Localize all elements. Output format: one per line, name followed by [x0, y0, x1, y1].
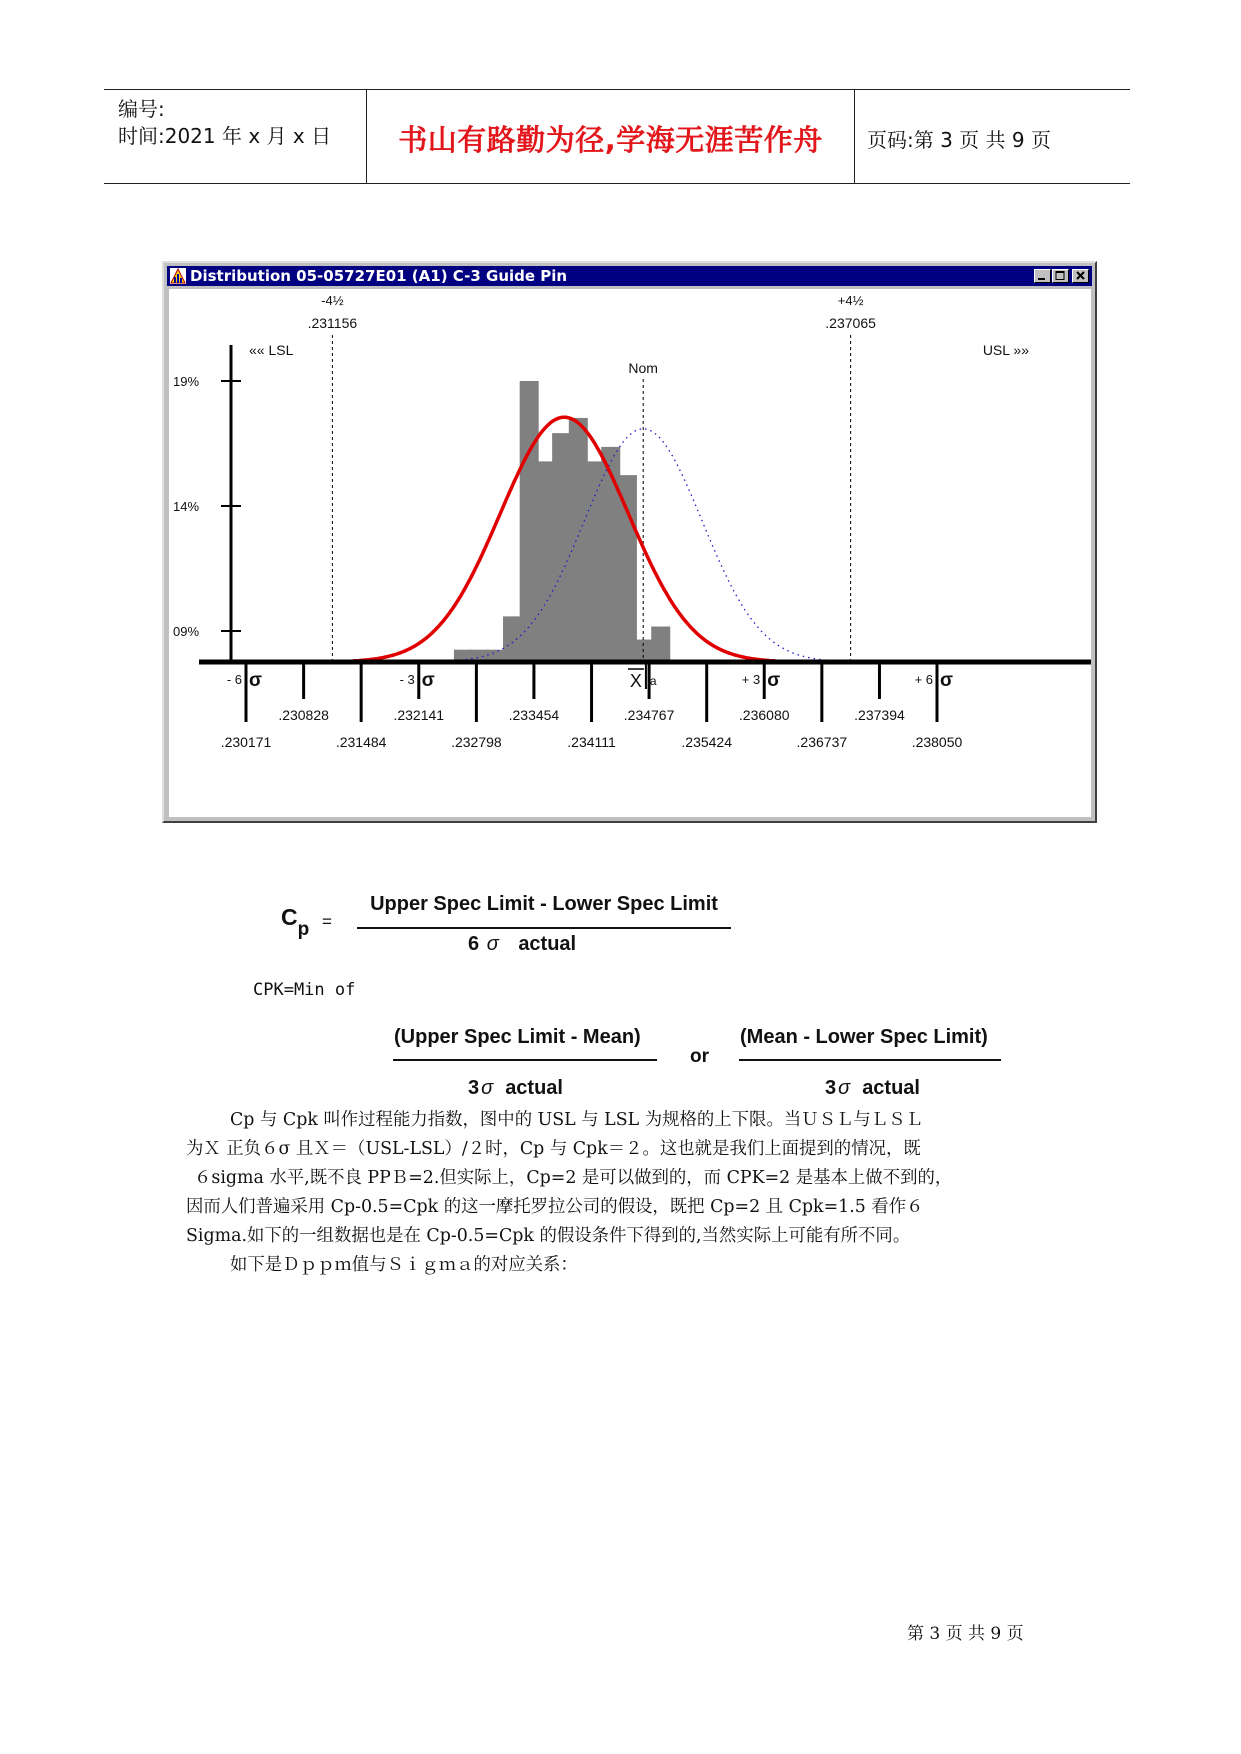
cpk-lower-denominator [825, 1077, 920, 1100]
cpk-upper-fraction-bar [393, 1059, 657, 1061]
cp-fraction-bar [357, 927, 731, 929]
histogram-bar [601, 447, 620, 662]
document-date-label: 时间:2021 年 x 月 x 日 [118, 124, 332, 148]
cp-symbol: $C_p$ [281, 904, 310, 940]
cp-denominator-text: actual [518, 933, 577, 955]
cpk-lower-sigma-glyph: σ [838, 1077, 851, 1099]
x-tick-label-upper: .236080 [738, 707, 790, 723]
paragraph-line-2: 为Ｘ 正负６σ 且Ｘ＝（USL-LSL）/２时，Cp 与 Cpk＝２。这也就是我们上面提到的情况，既 [186, 1139, 921, 1159]
sigma-mark-symbol: σ [940, 670, 953, 691]
document-header [104, 89, 1130, 184]
cpk-label: CPK=Min of [253, 980, 356, 1000]
paragraph-line-6: 如下是Ｄｐｐｍ值与Ｓｉｇｍａ的对应关系： [230, 1255, 578, 1275]
x-tick-label-upper: .234767 [623, 707, 675, 723]
paragraph-line-4: 因而人们普遍采用 Cp-0.5=Cpk 的这一摩托罗拉公司的假设，既把 Cp=2 且 Cpk=1.5 看作６ [186, 1197, 924, 1217]
histogram-app-icon [170, 268, 186, 284]
sigma-mark-label: + 6 [914, 672, 933, 687]
histogram-bar [569, 418, 588, 662]
cpk-upper-denominator [468, 1077, 563, 1100]
cpk-lower-numerator: (Mean - Lower Spec Limit) [740, 1026, 988, 1048]
paragraph-line-1: Cp 与 Cpk 叫作过程能力指数，图中的 USL 与 LSL 为规格的上下限。当ＵＳＬ与ＬＳＬ [230, 1110, 923, 1130]
sigma-mark-symbol: σ [421, 670, 435, 691]
document-number-label: 编号: [118, 97, 165, 121]
sigma-mark-label: + 3 [741, 672, 761, 687]
cpk-lower-denominator-text: actual [862, 1077, 920, 1099]
histogram-bar [535, 461, 554, 662]
or-word: or [690, 1046, 709, 1067]
maximize-icon [1053, 270, 1068, 282]
mean-xbar-symbol: X [629, 671, 642, 691]
histogram-bar [618, 475, 637, 662]
x-tick-label-lower: .231484 [335, 734, 387, 750]
header-motto-cell [367, 90, 855, 183]
x-tick-label-lower: .238050 [911, 734, 963, 750]
x-tick-label-upper: .237394 [854, 707, 905, 723]
maximize-button[interactable] [1052, 269, 1069, 283]
cp-equals: = [322, 912, 332, 931]
spec-limit-value-label: .237065 [825, 315, 876, 331]
x-tick-label-upper: .233454 [508, 707, 560, 723]
x-tick-label-lower: .232798 [451, 734, 502, 750]
y-tick-label: 19% [173, 374, 200, 389]
paragraph-line-5: Sigma.如下的一组数据也是在 Cp-0.5=Cpk 的假设条件下得到的,当然实际上可能有所不同。 [186, 1226, 911, 1246]
spec-limit-sigma-label: -4½ [321, 293, 344, 308]
sigma-mark-symbol: σ [249, 670, 262, 691]
sigma-mark-label: - 3 [399, 672, 415, 687]
sigma-mark-symbol: σ [767, 670, 781, 691]
x-tick-label-upper: .230828 [278, 707, 329, 723]
page-footer: 第 3 页 共 9 页 [907, 1624, 1024, 1644]
header-page-cell [855, 90, 1130, 183]
header-page-label: 页码:第 3 页 共 9 页 [867, 128, 1051, 152]
cp-denominator [468, 933, 576, 956]
y-tick-label: 09% [173, 624, 200, 639]
histogram-bar [503, 616, 522, 662]
x-tick-label-upper: .232141 [393, 707, 445, 723]
histogram-bar [552, 433, 571, 662]
cpk-upper-denominator-number: 3 [468, 1077, 480, 1099]
close-icon [1073, 270, 1088, 282]
distribution-plot-area [169, 289, 1091, 817]
distribution-window [162, 261, 1097, 823]
y-tick-label: 14% [173, 499, 200, 514]
minimize-button[interactable] [1034, 269, 1051, 283]
x-tick-label-lower: .235424 [681, 734, 733, 750]
window-titlebar[interactable] [167, 266, 1092, 286]
nominal-label: Nom [628, 360, 658, 376]
spec-limit-value-label: .231156 [307, 315, 358, 331]
cpk-upper-sigma-glyph: σ [481, 1077, 494, 1099]
cpk-lower-fraction-bar [739, 1059, 1001, 1061]
header-info-cell [104, 90, 367, 183]
spec-limit-sigma-label: +4½ [837, 293, 864, 308]
x-tick-label-lower: .230171 [220, 734, 272, 750]
histogram-bar [635, 640, 654, 662]
distribution-chart [169, 289, 1091, 817]
mean-xbar-subscript: a [649, 674, 657, 688]
sigma-mark-label: - 6 [226, 672, 242, 687]
cp-numerator: Upper Spec Limit - Lower Spec Limit [370, 893, 718, 915]
cp-sigma-glyph: σ [486, 933, 499, 955]
close-button[interactable] [1072, 269, 1089, 283]
header-motto: 书山有路勤为径,学海无涯苦作舟 [398, 123, 823, 157]
window-title: Distribution 05-05727E01 (A1) C-3 Guide Pin [190, 267, 568, 285]
paragraph-line-3: ６sigma 水平,既不良 PPＢ=2.但实际上，Cp=2 是可以做到的，而 CPK=2 是基本上做不到的， [194, 1168, 953, 1188]
cpk-upper-numerator: (Upper Spec Limit - Mean) [394, 1026, 641, 1048]
lsl-label: «« LSL [249, 342, 294, 358]
cpk-upper-denominator-text: actual [505, 1077, 563, 1099]
cpk-lower-denominator-number: 3 [825, 1077, 837, 1099]
minimize-icon [1035, 270, 1050, 282]
cp-subscript: p [297, 918, 310, 940]
x-tick-label-lower: .236737 [796, 734, 848, 750]
cp-denominator-number: 6 [468, 933, 480, 955]
usl-label: USL »» [982, 342, 1029, 358]
x-tick-label-lower: .234111 [567, 734, 616, 750]
histogram-bar [651, 627, 670, 662]
